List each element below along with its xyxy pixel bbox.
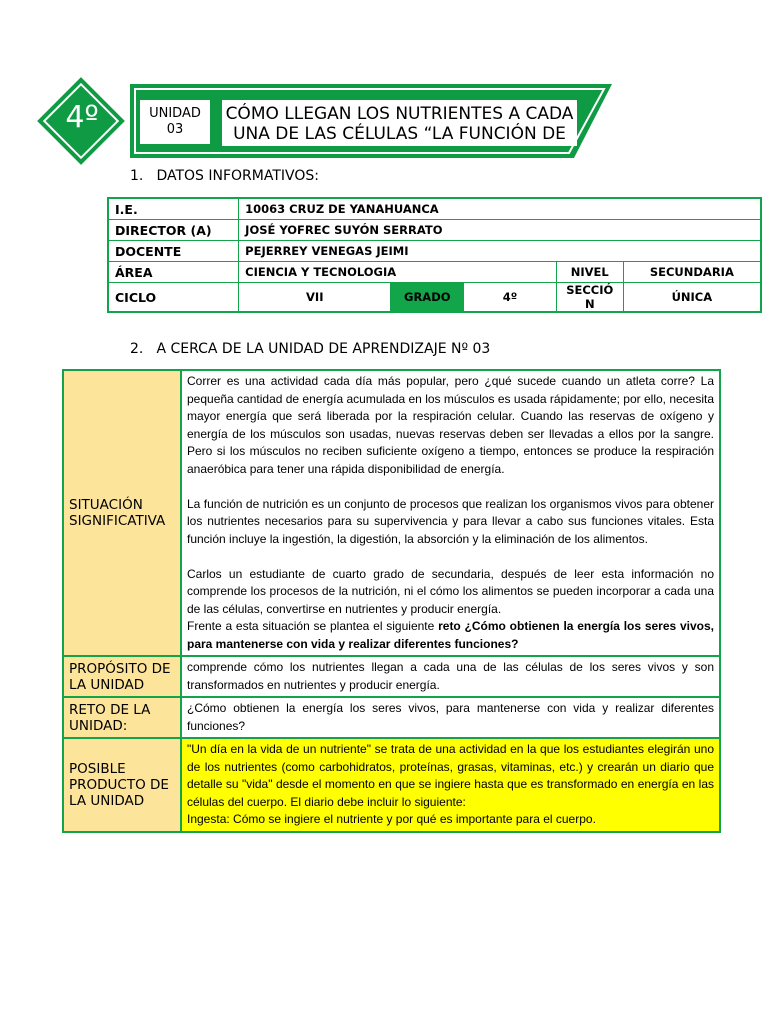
unit-table <box>62 369 721 833</box>
ciclo-value: VII <box>239 283 391 313</box>
unit-title-line1: CÓMO LLEGAN LOS NUTRIENTES A CADA <box>225 104 574 124</box>
producto-text <box>181 738 720 832</box>
docente-label: DOCENTE <box>108 241 239 262</box>
reto-text: ¿Cómo obtienen la energía los seres vivos, para mantenerse con vida y realizar diferentes funciones? <box>181 697 720 738</box>
seccion-label <box>556 283 623 313</box>
situacion-label: SITUACIÓN SIGNIFICATIVA <box>63 370 181 656</box>
area-value: CIENCIA Y TECNOLOGIA <box>239 262 557 283</box>
unit-row-situacion <box>63 370 720 656</box>
section-2-heading <box>130 341 490 357</box>
situacion-paragraph-1: Correr es una actividad cada día más popular, pero ¿qué sucede cuando un atleta corre? La pequeña cantidad de energía acumulada en los músculos es usada rápidamente; por ello, necesita mayor energía que será liberada por la respiración celular. Cuando las reservas de oxígeno y energía de los músculos son usadas, nuevas reservas deben ser llevadas a ellos por la sangre. Pero si los músculos no reciben suficiente oxígeno a tiempo, entonces se produce la respiración anaeróbica para tener una rápida disponibilidad de energía. <box>187 374 715 476</box>
unit-row-producto <box>63 738 720 832</box>
info-row-director <box>108 220 761 241</box>
info-row-docente <box>108 241 761 262</box>
proposito-text: comprende cómo los nutrientes llegan a cada una de las células de los seres vivos y son transformados en nutrientes y producir energía. <box>181 656 720 697</box>
nivel-label: NIVEL <box>556 262 623 283</box>
situacion-paragraph-4-plain: Frente a esta situación se plantea el siguiente <box>187 619 439 633</box>
info-row-ie <box>108 198 761 220</box>
info-table <box>107 197 762 313</box>
section-2-title: A CERCA DE LA UNIDAD DE APRENDIZAJE Nº 03 <box>156 341 491 357</box>
nivel-value: SECUNDARIA <box>623 262 761 283</box>
unit-row-proposito <box>63 656 720 697</box>
section-2-number: 2. <box>130 341 144 357</box>
section-1-heading <box>130 168 319 184</box>
area-label: ÁREA <box>108 262 239 283</box>
director-value: JOSÉ YOFREC SUYÓN SERRATO <box>239 220 761 241</box>
section-1-title: DATOS INFORMATIVOS: <box>156 168 319 184</box>
producto-paragraph-2: Ingesta: Cómo se ingiere el nutriente y por qué es importante para el cuerpo. <box>187 812 596 826</box>
seccion-label-line1: SECCIÓ <box>566 283 614 297</box>
info-row-ciclo <box>108 283 761 313</box>
grado-label: GRADO <box>391 283 464 313</box>
ie-value: 10063 CRUZ DE YANAHUANCA <box>239 198 761 220</box>
unit-label: UNIDAD <box>149 106 201 121</box>
producto-label: POSIBLE PRODUCTO DE LA UNIDAD <box>63 738 181 832</box>
grade-number: 4º <box>65 100 99 135</box>
proposito-label: PROPÓSITO DE LA UNIDAD <box>63 656 181 697</box>
unit-title-line2: UNA DE LAS CÉLULAS “LA FUNCIÓN DE <box>233 124 566 144</box>
unit-number-box <box>140 100 210 144</box>
situacion-paragraph-2: La función de nutrición es un conjunto de procesos que realizan los organismos vivos para obtener los nutrientes necesarios para su supervivencia y para llevar a cabo sus funciones vitales. Esta función incluye la ingestión, la digestión, la absorción y la eliminación de los alimentos. <box>187 496 714 546</box>
situacion-paragraph-4-bold: reto ¿Cómo obtienen la energía los seres vivos, para mantenerse con vida y realizar diferentes funciones? <box>187 619 714 651</box>
section-1-number: 1. <box>130 168 144 184</box>
producto-paragraph-1: "Un día en la vida de un nutriente" se trata de una actividad en la que los estudiantes elegirán uno de los nutrientes (como carbohidratos, proteínas, grasas, vitaminas, etc.) y crearán un diario que detalle su "vida" desde el momento en que se ingiere hasta que es transformado en energía en las células del cuerpo. El diario debe incluir lo siguiente: <box>187 742 714 809</box>
unit-title <box>222 100 577 146</box>
seccion-label-line2: N <box>584 297 595 311</box>
director-label: DIRECTOR (A) <box>108 220 239 241</box>
situacion-paragraph-4 <box>187 618 714 653</box>
info-row-area <box>108 262 761 283</box>
situacion-paragraph-3: Carlos un estudiante de cuarto grado de secundaria, después de leer esta información no comprende los procesos de la nutrición, ni el cómo los alimentos se pueden incorporar a cada una de las células, convertirse en nutrientes y producir energía. <box>187 566 714 616</box>
unit-number: 03 <box>166 122 184 137</box>
docente-value: PEJERREY VENEGAS JEIMI <box>239 241 761 262</box>
situacion-text <box>181 370 720 656</box>
grado-value: 4º <box>464 283 557 313</box>
grade-badge <box>38 78 126 166</box>
reto-label: RETO DE LA UNIDAD: <box>63 697 181 738</box>
unit-row-reto <box>63 697 720 738</box>
seccion-value: ÚNICA <box>623 283 761 313</box>
ie-label: I.E. <box>108 198 239 220</box>
ciclo-label: CICLO <box>108 283 239 313</box>
